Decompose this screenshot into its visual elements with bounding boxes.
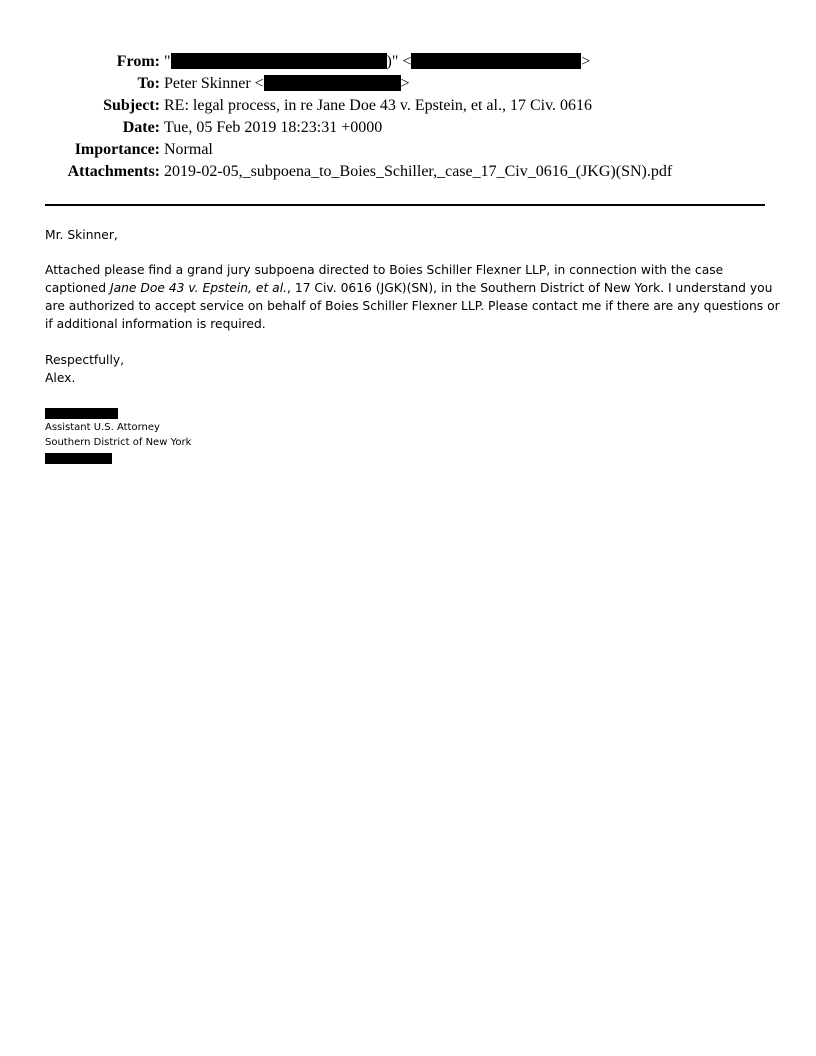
to-value bbox=[164, 73, 410, 95]
paragraph-text-1: Attached please find a grand jury subpoena directed to Boies Schiller Flexner LLP, in connection with the case captioned bbox=[45, 263, 724, 295]
case-caption: Jane Doe 43 v. Epstein, et al. bbox=[109, 281, 288, 295]
redaction-sender-email bbox=[411, 53, 581, 69]
greeting: Mr. Skinner, bbox=[45, 228, 118, 242]
redaction-signature-name bbox=[45, 408, 118, 419]
message-paragraph bbox=[45, 261, 783, 333]
from-close: > bbox=[581, 53, 591, 70]
redaction-sender-name bbox=[171, 53, 387, 69]
from-value bbox=[164, 51, 590, 73]
attachment-filename: 2019-02-05,_subpoena_to_Boies_Schiller,_case_17_Civ_0616_(JKG)(SN).pdf bbox=[164, 163, 673, 180]
subject-label: Subject: bbox=[103, 97, 160, 114]
signature-title: Assistant U.S. Attorney bbox=[45, 422, 160, 433]
date-row bbox=[0, 117, 816, 139]
attachments-label: Attachments: bbox=[67, 163, 160, 180]
from-quote: " bbox=[164, 53, 171, 70]
signoff: Alex. bbox=[45, 371, 76, 385]
date-value: Tue, 05 Feb 2019 18:23:31 +0000 bbox=[164, 119, 383, 136]
to-name: Peter Skinner < bbox=[164, 75, 264, 92]
importance-row bbox=[0, 139, 816, 161]
to-close: > bbox=[400, 75, 410, 92]
attachments-row bbox=[0, 161, 816, 183]
from-separator: )" < bbox=[386, 53, 412, 70]
redaction-signature-contact bbox=[45, 453, 112, 464]
signature-office: Southern District of New York bbox=[45, 437, 192, 448]
closing: Respectfully, bbox=[45, 353, 125, 367]
from-row bbox=[0, 51, 816, 73]
to-row bbox=[0, 73, 816, 95]
paragraph-text-2: , 17 Civ. 0616 (JGK)(SN), in the Southern District of New York. I understand you are authorized to accept service on behalf of Boies Schiller Flexner LLP. Please contact me if there are any questions or if additional information is required. bbox=[45, 281, 780, 331]
to-label: To: bbox=[137, 75, 160, 92]
date-label: Date: bbox=[122, 119, 160, 136]
redaction-recipient-email bbox=[264, 75, 401, 91]
from-label: From: bbox=[116, 53, 160, 70]
importance-value: Normal bbox=[164, 141, 213, 158]
subject-value: RE: legal process, in re Jane Doe 43 v. Epstein, et al., 17 Civ. 0616 bbox=[164, 97, 593, 114]
header-divider bbox=[45, 204, 765, 206]
subject-row bbox=[0, 95, 816, 117]
importance-label: Importance: bbox=[74, 141, 160, 158]
